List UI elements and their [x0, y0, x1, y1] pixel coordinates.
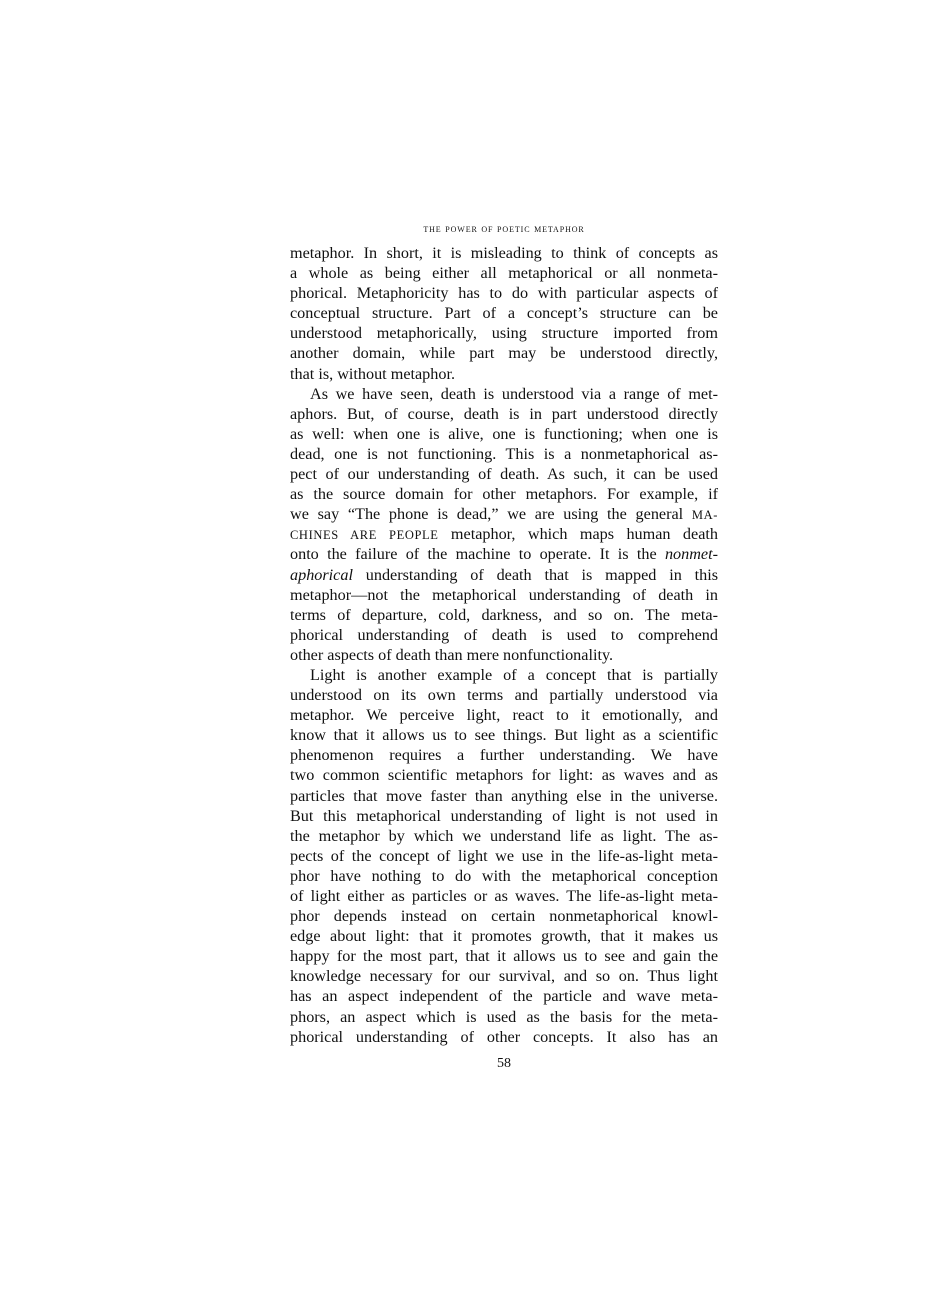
line-text: has an aspect independent of the particle and wave meta-: [290, 987, 718, 1006]
text-line: [290, 846, 718, 866]
text-line: [290, 283, 718, 303]
text-line: [290, 625, 718, 645]
line-text: terms of departure, cold, darkness, and so on. The meta-: [290, 605, 718, 624]
text-line: [290, 806, 718, 826]
line-text: phorical understanding of other concepts. It also has an: [290, 1027, 718, 1046]
line-text: onto the failure of the machine to operate. It is the: [290, 545, 665, 564]
text-line: [290, 926, 718, 946]
text-line: [290, 544, 718, 564]
text-line: [290, 263, 718, 283]
small-caps-text: MA-: [691, 508, 718, 523]
line-text: aphors. But, of course, death is in part understood directly: [290, 404, 718, 423]
text-line: [290, 866, 718, 886]
line-text: phor depends instead on certain nonmetaphorical knowl-: [290, 907, 718, 926]
line-text: understood metaphorically, using structure imported from: [290, 324, 718, 343]
small-caps-text: CHINES ARE PEOPLE: [290, 528, 439, 543]
text-line: [290, 484, 718, 504]
text-line: [290, 665, 718, 685]
line-text: as the source domain for other metaphors. For example, if: [290, 485, 718, 504]
line-text: a whole as being either all metaphorical or all nonmeta-: [290, 264, 718, 283]
text-line: [290, 323, 718, 343]
line-text: phorical understanding of death is used to comprehend: [290, 625, 718, 644]
line-text: particles that move faster than anything else in the universe.: [290, 786, 718, 805]
line-text: pect of our understanding of death. As such, it can be used: [290, 465, 718, 484]
text-line: [290, 504, 718, 524]
text-line: [290, 605, 718, 625]
line-text: of light either as particles or as waves. The life-as-light meta-: [290, 887, 718, 905]
italic-text: nonmet-: [664, 545, 718, 564]
line-text: phorical. Metaphoricity has to do with particular aspects of: [290, 284, 718, 303]
text-line: [290, 946, 718, 966]
line-text: pects of the concept of light we use in the life-as-light meta-: [290, 846, 718, 865]
text-line: [290, 364, 718, 384]
text-line: [290, 243, 718, 263]
line-text: metaphor—not the metaphorical understanding of death in: [290, 585, 718, 604]
line-text: other aspects of death than mere nonfunctionality.: [290, 645, 614, 664]
text-line: [290, 685, 718, 705]
line-text: the metaphor by which we understand life as light. The as-: [290, 826, 718, 845]
text-line: [290, 725, 718, 745]
line-text: knowledge necessary for our survival, and so on. Thus light: [290, 967, 718, 986]
line-text: happy for the most part, that it allows us to see and gain the: [290, 947, 718, 966]
line-text: another domain, while part may be understood directly,: [290, 344, 718, 363]
body-text: [290, 243, 718, 1047]
text-line: [290, 645, 718, 665]
line-text: phors, an aspect which is used as the basis for the meta-: [290, 1007, 718, 1026]
text-line: [290, 966, 718, 986]
text-line: [290, 705, 718, 725]
text-line: [290, 524, 718, 544]
text-line: [290, 303, 718, 323]
line-text: As we have seen, death is understood via a range of met-: [310, 384, 718, 403]
line-text: we say “The phone is dead,” we are using the general: [290, 505, 692, 524]
line-text: phenomenon requires a further understanding. We have: [290, 746, 718, 765]
text-line: [290, 786, 718, 806]
line-text: metaphor. We perceive light, react to it emotionally, and: [290, 706, 718, 725]
text-line: [290, 343, 718, 363]
italic-text: aphorical: [290, 565, 353, 584]
text-line: [290, 444, 718, 464]
line-text: But this metaphorical understanding of light is not used in: [290, 806, 718, 825]
running-head: the power of poetic metaphor: [423, 223, 585, 235]
line-text: conceptual structure. Part of a concept’s structure can be: [290, 304, 718, 323]
text-line: [290, 826, 718, 846]
page-number: 58: [497, 1056, 511, 1071]
text-line: [290, 986, 718, 1006]
line-text: two common scientific metaphors for light: as waves and as: [290, 766, 718, 785]
line-text: understood on its own terms and partially understood via: [290, 686, 718, 705]
line-text: as well: when one is alive, one is functioning; when one is: [290, 424, 718, 443]
text-line: [290, 1007, 718, 1027]
text-line: [290, 424, 718, 444]
line-text: phor have nothing to do with the metaphorical conception: [290, 866, 718, 885]
text-line: [290, 585, 718, 605]
text-line: [290, 745, 718, 765]
text-line: [290, 906, 718, 926]
line-text: dead, one is not functioning. This is a nonmetaphorical as-: [290, 444, 718, 463]
text-line: [290, 565, 718, 585]
line-text: understanding of death that is mapped in this: [352, 565, 718, 584]
line-text: metaphor. In short, it is misleading to think of concepts as: [290, 244, 718, 262]
text-line: [290, 404, 718, 424]
line-text: that is, without metaphor.: [290, 364, 456, 383]
text-line: [290, 1027, 718, 1047]
line-text: metaphor, which maps human death: [438, 525, 718, 544]
line-text: Light is another example of a concept that is partially: [310, 665, 718, 684]
text-line: [290, 765, 718, 785]
line-text: know that it allows us to see things. But light as a scientific: [290, 726, 718, 745]
line-text: edge about light: that it promotes growth, that it makes us: [290, 927, 718, 946]
text-line: [290, 886, 718, 906]
text-line: [290, 384, 718, 404]
text-line: [290, 464, 718, 484]
